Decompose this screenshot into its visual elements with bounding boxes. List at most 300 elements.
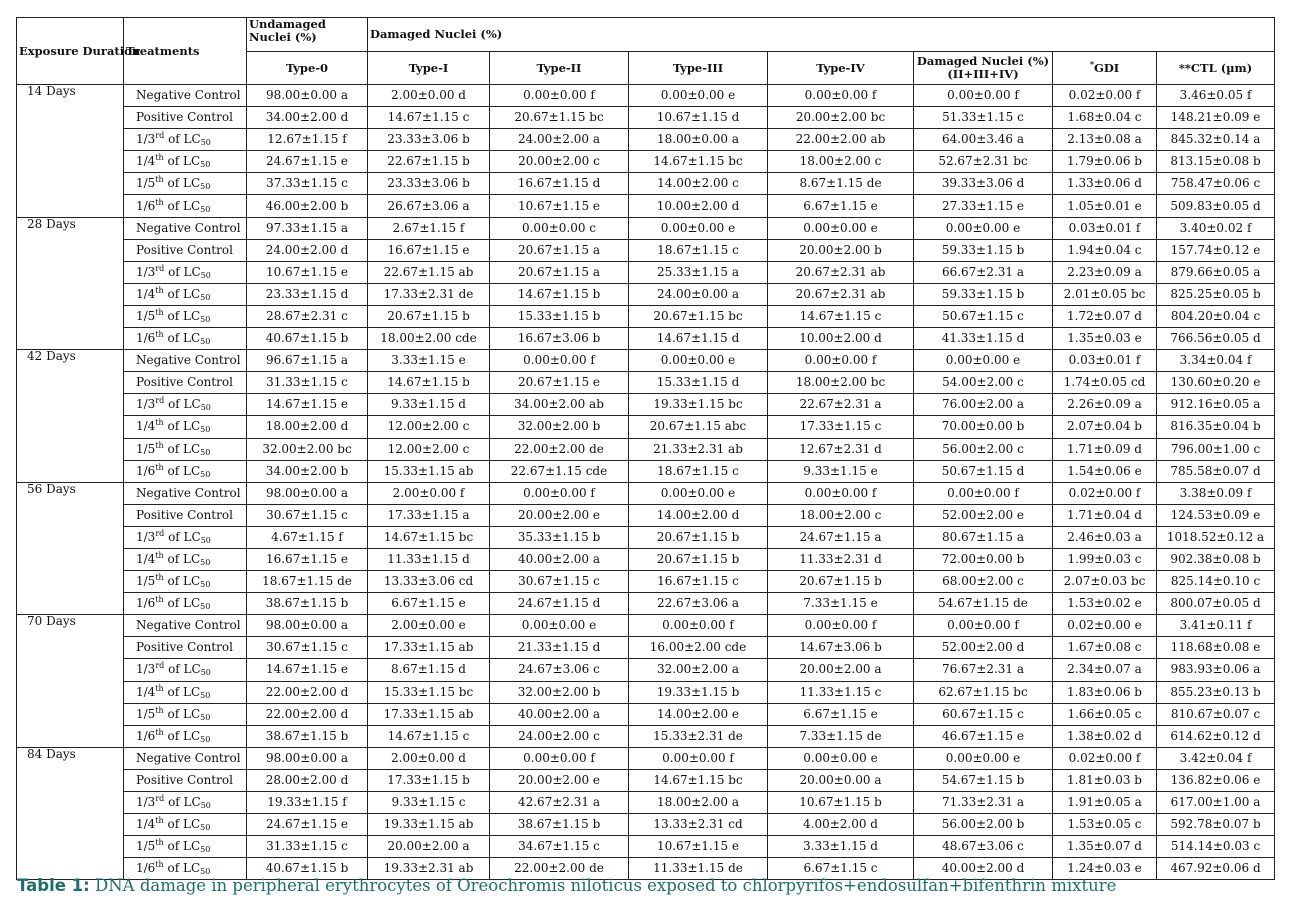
type1-cell: 2.00±0.00 d	[368, 747, 490, 769]
damaged-sum-cell: 0.00±0.00 f	[914, 615, 1053, 637]
table-row	[17, 239, 1275, 261]
type0-cell: 30.67±1.15 c	[247, 637, 368, 659]
exposure-duration-cell: 84 Days	[17, 747, 124, 769]
gdi-cell: 1.91±0.05 a	[1053, 792, 1157, 814]
type1-cell: 12.00±2.00 c	[368, 438, 490, 460]
damaged-sum-cell: 62.67±1.15 bc	[914, 681, 1053, 703]
lc-of-label: of LC	[164, 132, 201, 147]
table-row	[17, 107, 1275, 129]
type3-header: Type-III	[629, 52, 768, 85]
damaged-nuclei-header: Damaged Nuclei (%)	[368, 18, 1275, 52]
type2-cell: 32.00±2.00 b	[490, 681, 629, 703]
treatment-cell	[124, 173, 247, 195]
type3-cell: 18.00±0.00 a	[629, 129, 768, 151]
lc-of-label: of LC	[163, 861, 201, 876]
ctl-cell: 816.35±0.04 b	[1157, 416, 1275, 438]
type3-cell: 10.67±1.15 d	[629, 107, 768, 129]
gdi-cell: 1.83±0.06 b	[1053, 681, 1157, 703]
type2-cell: 20.67±1.15 a	[490, 239, 629, 261]
damaged-sum-cell: 54.00±2.00 c	[914, 372, 1053, 394]
lc-of-label: of LC	[163, 419, 201, 434]
exposure-duration-cell: 70 Days	[17, 615, 124, 637]
type4-cell: 14.67±1.15 c	[768, 305, 914, 327]
type0-cell: 98.00±0.00 a	[247, 85, 368, 107]
exposure-duration-cell	[17, 129, 124, 151]
exposure-duration-cell	[17, 107, 124, 129]
damaged-sum-cell: 56.00±2.00 c	[914, 438, 1053, 460]
exposure-duration-cell: 28 Days	[17, 217, 124, 239]
ctl-cell: 148.21±0.09 e	[1157, 107, 1275, 129]
type0-cell: 12.67±1.15 f	[247, 129, 368, 151]
ctl-cell: 3.42±0.04 f	[1157, 747, 1275, 769]
type2-cell: 21.33±1.15 d	[490, 637, 629, 659]
lc-ordinal: th	[155, 595, 164, 605]
treatment-cell: Positive Control	[124, 239, 247, 261]
gdi-cell: 0.02±0.00 e	[1053, 615, 1157, 637]
type1-cell: 17.33±1.15 ab	[368, 703, 490, 725]
lc-fraction: 1/3	[136, 397, 156, 412]
damaged-sum-cell: 50.67±1.15 c	[914, 305, 1053, 327]
ctl-cell: 983.93±0.06 a	[1157, 659, 1275, 681]
type0-cell: 19.33±1.15 f	[247, 792, 368, 814]
lc-fraction: 1/6	[136, 728, 156, 743]
damaged-sum-cell: 54.67±1.15 b	[914, 769, 1053, 791]
gdi-cell: 2.13±0.08 a	[1053, 129, 1157, 151]
gdi-cell: 1.54±0.06 e	[1053, 460, 1157, 482]
exposure-duration-cell	[17, 571, 124, 593]
gdi-cell: 2.01±0.05 bc	[1053, 283, 1157, 305]
gdi-cell: 1.74±0.05 cd	[1053, 372, 1157, 394]
ctl-cell: 800.07±0.05 d	[1157, 593, 1275, 615]
lc-subscript: 50	[200, 580, 211, 590]
table-row	[17, 681, 1275, 703]
type1-cell: 14.67±1.15 c	[368, 725, 490, 747]
type1-cell: 17.33±2.31 de	[368, 283, 490, 305]
type1-cell: 23.33±3.06 b	[368, 129, 490, 151]
type0-cell: 24.67±1.15 e	[247, 151, 368, 173]
type2-cell: 34.67±1.15 c	[490, 836, 629, 858]
lc-of-label: of LC	[163, 176, 201, 191]
damaged-sum-cell: 0.00±0.00 e	[914, 747, 1053, 769]
type1-cell: 15.33±1.15 ab	[368, 460, 490, 482]
type1-cell: 3.33±1.15 e	[368, 350, 490, 372]
damaged-sum-cell: 64.00±3.46 a	[914, 129, 1053, 151]
lc-fraction: 1/6	[136, 596, 156, 611]
lc-subscript: 50	[200, 867, 211, 877]
treatment-cell	[124, 548, 247, 570]
lc-fraction: 1/5	[136, 574, 156, 589]
type1-cell: 2.00±0.00 e	[368, 615, 490, 637]
type4-cell: 20.00±2.00 bc	[768, 107, 914, 129]
type1-cell: 22.67±1.15 b	[368, 151, 490, 173]
type3-cell: 15.33±2.31 de	[629, 725, 768, 747]
ctl-cell: 3.46±0.05 f	[1157, 85, 1275, 107]
lc-subscript: 50	[200, 801, 211, 811]
type2-cell: 24.00±2.00 c	[490, 725, 629, 747]
gdi-cell: 1.66±0.05 c	[1053, 703, 1157, 725]
damaged-sum-cell: 66.67±2.31 a	[914, 261, 1053, 283]
table-body	[17, 85, 1275, 880]
exposure-duration-cell	[17, 681, 124, 703]
gdi-cell: 1.35±0.07 d	[1053, 836, 1157, 858]
table-row	[17, 438, 1275, 460]
table-row	[17, 615, 1275, 637]
type2-cell: 16.67±3.06 b	[490, 328, 629, 350]
type3-cell: 14.00±2.00 c	[629, 173, 768, 195]
dna-damage-table	[16, 17, 1275, 880]
table-row	[17, 261, 1275, 283]
type1-cell: 26.67±3.06 a	[368, 195, 490, 217]
table-row	[17, 372, 1275, 394]
type3-cell: 13.33±2.31 cd	[629, 814, 768, 836]
type0-cell: 24.00±2.00 d	[247, 239, 368, 261]
lc-subscript: 50	[200, 535, 211, 545]
type3-cell: 19.33±1.15 b	[629, 681, 768, 703]
table-row	[17, 394, 1275, 416]
type3-cell: 0.00±0.00 f	[629, 747, 768, 769]
damaged-sum-cell: 76.67±2.31 a	[914, 659, 1053, 681]
exposure-duration-cell	[17, 438, 124, 460]
ctl-cell: 785.58±0.07 d	[1157, 460, 1275, 482]
lc-of-label: of LC	[163, 574, 201, 589]
lc-subscript: 50	[200, 182, 211, 192]
ctl-cell: 810.67±0.07 c	[1157, 703, 1275, 725]
ctl-cell: 912.16±0.05 a	[1157, 394, 1275, 416]
type3-cell: 20.67±1.15 bc	[629, 305, 768, 327]
lc-ordinal: th	[155, 705, 164, 715]
type3-cell: 22.67±3.06 a	[629, 593, 768, 615]
treatment-cell: Positive Control	[124, 769, 247, 791]
type0-cell: 38.67±1.15 b	[247, 593, 368, 615]
damaged-sum-cell: 40.00±2.00 d	[914, 858, 1053, 880]
type4-cell: 14.67±3.06 b	[768, 637, 914, 659]
type0-cell: 38.67±1.15 b	[247, 725, 368, 747]
type4-cell: 20.67±2.31 ab	[768, 283, 914, 305]
type0-cell: 98.00±0.00 a	[247, 615, 368, 637]
table-row	[17, 792, 1275, 814]
type3-cell: 0.00±0.00 e	[629, 482, 768, 504]
exposure-duration-cell	[17, 725, 124, 747]
lc-fraction: 1/6	[136, 861, 156, 876]
table-row	[17, 769, 1275, 791]
lc-of-label: of LC	[163, 596, 201, 611]
type3-cell: 20.67±1.15 b	[629, 548, 768, 570]
lc-fraction: 1/4	[136, 552, 156, 567]
lc-subscript: 50	[200, 668, 211, 678]
type2-cell: 42.67±2.31 a	[490, 792, 629, 814]
lc-ordinal: rd	[155, 794, 165, 804]
lc-fraction: 1/3	[136, 264, 156, 279]
lc-ordinal: th	[155, 462, 164, 472]
lc-of-label: of LC	[163, 728, 201, 743]
ctl-cell: 509.83±0.05 d	[1157, 195, 1275, 217]
treatment-cell	[124, 195, 247, 217]
ctl-cell: 825.14±0.10 c	[1157, 571, 1275, 593]
treatment-cell	[124, 129, 247, 151]
treatment-cell	[124, 681, 247, 703]
treatment-cell	[124, 328, 247, 350]
type2-cell: 0.00±0.00 c	[490, 217, 629, 239]
ctl-cell: 467.92±0.06 d	[1157, 858, 1275, 880]
gdi-cell: 1.33±0.06 d	[1053, 173, 1157, 195]
table-row	[17, 283, 1275, 305]
lc-fraction: 1/3	[136, 662, 156, 677]
lc-subscript: 50	[200, 337, 211, 347]
table-row	[17, 305, 1275, 327]
exposure-duration-cell	[17, 283, 124, 305]
type2-cell: 30.67±1.15 c	[490, 571, 629, 593]
lc-fraction: 1/5	[136, 839, 156, 854]
damaged-sum-cell: 76.00±2.00 a	[914, 394, 1053, 416]
damaged-sum-cell: 41.33±1.15 d	[914, 328, 1053, 350]
lc-subscript: 50	[200, 314, 211, 324]
treatment-cell	[124, 836, 247, 858]
type1-cell: 9.33±1.15 c	[368, 792, 490, 814]
exposure-duration-cell	[17, 526, 124, 548]
exposure-duration-cell	[17, 836, 124, 858]
treatment-cell	[124, 438, 247, 460]
type4-cell: 17.33±1.15 c	[768, 416, 914, 438]
type1-cell: 17.33±1.15 b	[368, 769, 490, 791]
ctl-cell: 766.56±0.05 d	[1157, 328, 1275, 350]
type2-cell: 16.67±1.15 d	[490, 173, 629, 195]
treatment-cell	[124, 283, 247, 305]
table-row	[17, 548, 1275, 570]
type4-cell: 18.00±2.00 c	[768, 151, 914, 173]
table-row	[17, 328, 1275, 350]
exposure-duration-cell	[17, 792, 124, 814]
damaged-sum-cell: 56.00±2.00 b	[914, 814, 1053, 836]
type0-cell: 40.67±1.15 b	[247, 328, 368, 350]
type3-cell: 0.00±0.00 e	[629, 350, 768, 372]
type0-cell: 24.67±1.15 e	[247, 814, 368, 836]
table-row	[17, 725, 1275, 747]
type1-cell: 17.33±1.15 ab	[368, 637, 490, 659]
type3-cell: 19.33±1.15 bc	[629, 394, 768, 416]
type1-cell: 22.67±1.15 ab	[368, 261, 490, 283]
type1-cell: 15.33±1.15 bc	[368, 681, 490, 703]
type3-cell: 20.67±1.15 abc	[629, 416, 768, 438]
ctl-cell: 758.47±0.06 c	[1157, 173, 1275, 195]
type1-cell: 16.67±1.15 e	[368, 239, 490, 261]
gdi-cell: 0.02±0.00 f	[1053, 482, 1157, 504]
table-row	[17, 814, 1275, 836]
exposure-duration-cell	[17, 460, 124, 482]
damaged-sum-cell: 60.67±1.15 c	[914, 703, 1053, 725]
lc-subscript: 50	[200, 712, 211, 722]
type3-cell: 16.00±2.00 cde	[629, 637, 768, 659]
exposure-duration-cell: 42 Days	[17, 350, 124, 372]
type4-cell: 20.67±2.31 ab	[768, 261, 914, 283]
table-row	[17, 747, 1275, 769]
exposure-duration-cell	[17, 261, 124, 283]
ctl-cell: 614.62±0.12 d	[1157, 725, 1275, 747]
type4-cell: 20.67±1.15 b	[768, 571, 914, 593]
table-row	[17, 526, 1275, 548]
lc-of-label: of LC	[164, 397, 201, 412]
type1-cell: 9.33±1.15 d	[368, 394, 490, 416]
ctl-cell: 118.68±0.08 e	[1157, 637, 1275, 659]
table-row	[17, 836, 1275, 858]
type4-cell: 0.00±0.00 f	[768, 482, 914, 504]
type2-cell: 20.00±2.00 c	[490, 151, 629, 173]
type4-cell: 12.67±2.31 d	[768, 438, 914, 460]
table-row	[17, 482, 1275, 504]
treatment-cell	[124, 151, 247, 173]
ctl-cell: 813.15±0.08 b	[1157, 151, 1275, 173]
gdi-cell: 1.53±0.05 c	[1053, 814, 1157, 836]
lc-subscript: 50	[200, 447, 211, 457]
type2-cell: 35.33±1.15 b	[490, 526, 629, 548]
type2-cell: 0.00±0.00 f	[490, 350, 629, 372]
lc-ordinal: th	[155, 838, 164, 848]
type1-cell: 14.67±1.15 b	[368, 372, 490, 394]
type4-cell: 0.00±0.00 e	[768, 217, 914, 239]
exposure-duration-header: Exposure Duration	[17, 18, 124, 85]
table-caption	[17, 876, 1116, 895]
lc-fraction: 1/4	[136, 154, 156, 169]
treatment-cell	[124, 725, 247, 747]
type0-cell: 31.33±1.15 c	[247, 836, 368, 858]
type1-cell: 18.00±2.00 cde	[368, 328, 490, 350]
type3-cell: 10.67±1.15 e	[629, 836, 768, 858]
lc-ordinal: th	[155, 175, 164, 185]
lc-of-label: of LC	[164, 264, 201, 279]
exposure-duration-cell: 14 Days	[17, 85, 124, 107]
lc-fraction: 1/5	[136, 441, 156, 456]
damaged-sum-cell: 51.33±1.15 c	[914, 107, 1053, 129]
type1-cell: 19.33±1.15 ab	[368, 814, 490, 836]
damaged-sum-cell: 27.33±1.15 e	[914, 195, 1053, 217]
type0-cell: 37.33±1.15 c	[247, 173, 368, 195]
gdi-header-label: GDI	[1094, 60, 1120, 75]
ctl-cell: 3.40±0.02 f	[1157, 217, 1275, 239]
exposure-duration-cell: 56 Days	[17, 482, 124, 504]
lc-of-label: of LC	[164, 529, 201, 544]
ctl-cell: 855.23±0.13 b	[1157, 681, 1275, 703]
treatment-cell	[124, 305, 247, 327]
damaged-sum-cell: 71.33±2.31 a	[914, 792, 1053, 814]
lc-subscript: 50	[200, 823, 211, 833]
table-row	[17, 173, 1275, 195]
gdi-cell: 1.71±0.04 d	[1053, 504, 1157, 526]
gdi-cell: 2.23±0.09 a	[1053, 261, 1157, 283]
type2-cell: 38.67±1.15 b	[490, 814, 629, 836]
lc-fraction: 1/3	[136, 132, 156, 147]
gdi-cell: 0.03±0.01 f	[1053, 350, 1157, 372]
lc-subscript: 50	[200, 270, 211, 280]
type2-cell: 32.00±2.00 b	[490, 416, 629, 438]
type4-cell: 10.67±1.15 b	[768, 792, 914, 814]
lc-ordinal: th	[155, 551, 164, 561]
type0-cell: 14.67±1.15 e	[247, 394, 368, 416]
lc-fraction: 1/4	[136, 684, 156, 699]
type0-cell: 14.67±1.15 e	[247, 659, 368, 681]
lc-fraction: 1/6	[136, 198, 156, 213]
type3-cell: 18.67±1.15 c	[629, 239, 768, 261]
damaged-sum-cell: 52.00±2.00 d	[914, 637, 1053, 659]
table-row	[17, 593, 1275, 615]
gdi-cell: 1.72±0.07 d	[1053, 305, 1157, 327]
damaged-sum-cell: 54.67±1.15 de	[914, 593, 1053, 615]
lc-fraction: 1/3	[136, 529, 156, 544]
type4-cell: 6.67±1.15 c	[768, 858, 914, 880]
type4-cell: 9.33±1.15 e	[768, 460, 914, 482]
ctl-cell: 157.74±0.12 e	[1157, 239, 1275, 261]
type3-cell: 14.67±1.15 d	[629, 328, 768, 350]
type2-cell: 22.00±2.00 de	[490, 858, 629, 880]
type2-cell: 20.67±1.15 bc	[490, 107, 629, 129]
type3-cell: 18.67±1.15 c	[629, 460, 768, 482]
treatment-cell: Negative Control	[124, 85, 247, 107]
ctl-cell: 1018.52±0.12 a	[1157, 526, 1275, 548]
table-row	[17, 350, 1275, 372]
lc-of-label: of LC	[164, 795, 201, 810]
ctl-cell: 845.32±0.14 a	[1157, 129, 1275, 151]
treatment-cell	[124, 814, 247, 836]
exposure-duration-cell	[17, 593, 124, 615]
type0-cell: 22.00±2.00 d	[247, 681, 368, 703]
lc-subscript: 50	[200, 292, 211, 302]
type3-cell: 24.00±0.00 a	[629, 283, 768, 305]
type2-cell: 0.00±0.00 e	[490, 615, 629, 637]
type1-cell: 17.33±1.15 a	[368, 504, 490, 526]
type3-cell: 16.67±1.15 c	[629, 571, 768, 593]
treatment-cell: Positive Control	[124, 504, 247, 526]
type0-cell: 10.67±1.15 e	[247, 261, 368, 283]
gdi-cell: 1.24±0.03 e	[1053, 858, 1157, 880]
gdi-footnote-mark: *	[1089, 58, 1094, 69]
treatment-cell	[124, 593, 247, 615]
type4-cell: 18.00±2.00 c	[768, 504, 914, 526]
ctl-cell: 804.20±0.04 c	[1157, 305, 1275, 327]
gdi-cell: 0.03±0.01 f	[1053, 217, 1157, 239]
type0-cell: 31.33±1.15 c	[247, 372, 368, 394]
table-row	[17, 195, 1275, 217]
type1-cell: 2.00±0.00 f	[368, 482, 490, 504]
type1-cell: 6.67±1.15 e	[368, 593, 490, 615]
lc-ordinal: th	[155, 860, 164, 870]
lc-ordinal: th	[155, 285, 164, 295]
ctl-cell: 130.60±0.20 e	[1157, 372, 1275, 394]
type4-cell: 11.33±2.31 d	[768, 548, 914, 570]
type3-cell: 0.00±0.00 e	[629, 85, 768, 107]
treatment-cell	[124, 571, 247, 593]
type4-cell: 20.00±0.00 a	[768, 769, 914, 791]
table-row	[17, 416, 1275, 438]
type2-cell: 20.67±1.15 a	[490, 261, 629, 283]
gdi-cell: 1.99±0.03 c	[1053, 548, 1157, 570]
treatment-cell: Negative Control	[124, 482, 247, 504]
gdi-cell: 2.46±0.03 a	[1053, 526, 1157, 548]
lc-fraction: 1/5	[136, 308, 156, 323]
type4-cell: 7.33±1.15 de	[768, 725, 914, 747]
lc-ordinal: th	[155, 307, 164, 317]
lc-ordinal: rd	[155, 661, 165, 671]
treatment-cell: Negative Control	[124, 217, 247, 239]
ctl-cell: 3.34±0.04 f	[1157, 350, 1275, 372]
type2-cell: 14.67±1.15 b	[490, 283, 629, 305]
lc-of-label: of LC	[163, 463, 201, 478]
gdi-cell: 0.02±0.00 f	[1053, 85, 1157, 107]
ctl-cell: 825.25±0.05 b	[1157, 283, 1275, 305]
lc-fraction: 1/4	[136, 419, 156, 434]
lc-ordinal: th	[155, 573, 164, 583]
type4-cell: 3.33±1.15 d	[768, 836, 914, 858]
exposure-duration-cell	[17, 703, 124, 725]
gdi-cell: 1.35±0.03 e	[1053, 328, 1157, 350]
type0-cell: 32.00±2.00 bc	[247, 438, 368, 460]
